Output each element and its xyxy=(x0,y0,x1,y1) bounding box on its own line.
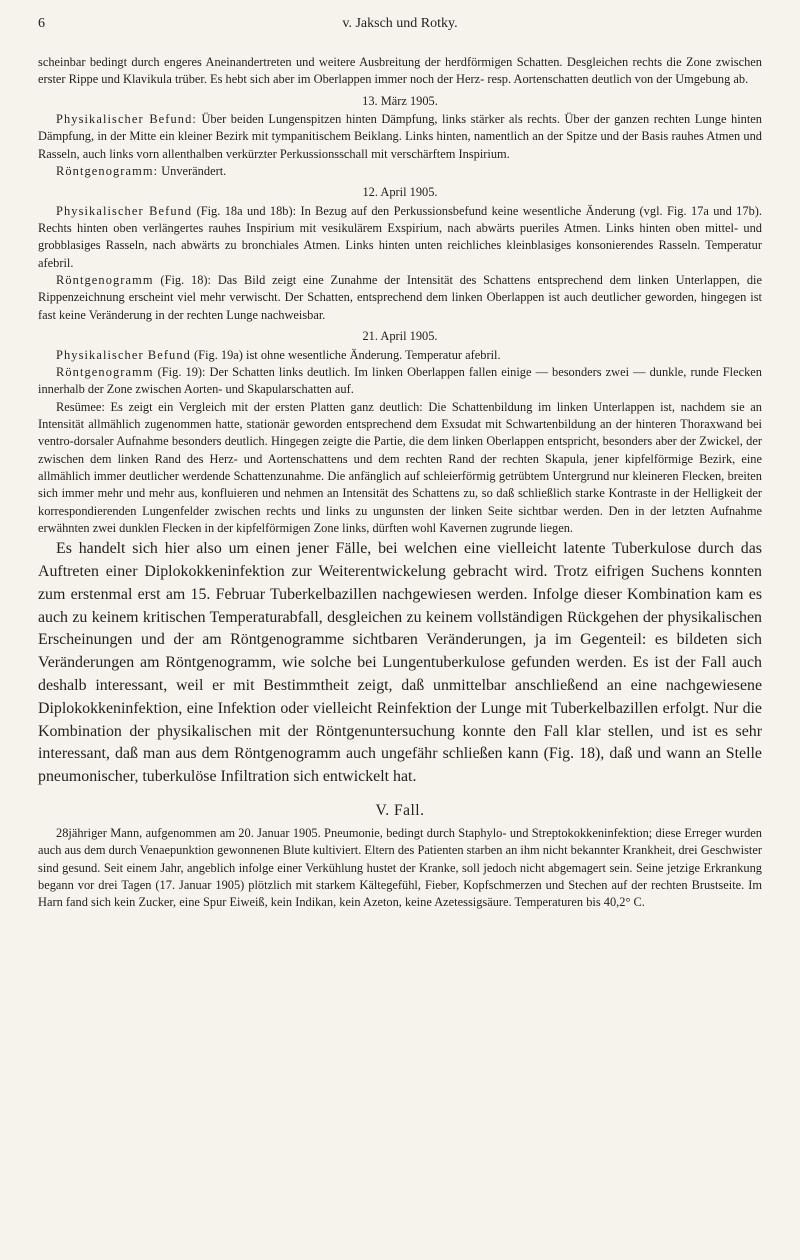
paragraph-label: Röntgenogramm: xyxy=(56,164,159,179)
paragraph-text: (Fig. 19a) ist ohne wesentliche Änderung. Temperatur afebril. xyxy=(190,347,501,362)
entry-date: 21. April 1905. xyxy=(362,329,438,344)
discussion-paragraph: Es handelt sich hier also um einen jener Fälle, bei welchen eine vielleicht latente Tuberkulose durch das Auftreten einer Diplokokkeninfektion zur Weiterentwickelung gebracht wird. Trotz eifrigen Suchens konnten zum erstenmal erst am 15. Februar Tuberkelbazillen nachgewiesen werden. Infolge dieser Kombination kam es auch zu keinem kritischen Temperaturabfall, desgleichen zu keinem vollständigen Rückgehen der physikalischen Erscheinungen und der am Röntgenogramme sichtbaren Veränderungen, ja im Gegenteil: es bildeten sich Veränderungen am Röntgenogramm, wie solche bei Lungentuberkulose gefunden werden. Es ist der Fall auch deshalb interessant, weil er mit Bestimmtheit zeigt, daß unmittelbar anschließend an eine nachgewiesene Diplokokkeninfektion, eine Infektion oder vielleicht Reinfektion der Lunge mit Tuberkelbazillen erfolgt. Nur die Kombination der physikalischen mit der Röntgenuntersuchung konnte den Fall klar stellen, und ist es sehr interessant, daß man aus dem Röntgenogramm auch ungefähr schließen kann (Fig. 18), daß und wann an Stelle pneumonischer, tuberkulöse Infiltration sich entwickelt hat. xyxy=(38,540,762,786)
page-number: 6 xyxy=(38,16,45,31)
paragraph-label: Röntgenogramm xyxy=(56,364,154,379)
chapter-title: V. Fall. xyxy=(375,802,425,820)
entry-21-april xyxy=(38,328,762,537)
paragraph-label: Physikalischer Befund xyxy=(56,347,191,362)
running-head: v. Jaksch und Rotky. xyxy=(342,16,458,31)
discussion-section xyxy=(38,538,762,789)
entry-paragraph xyxy=(38,203,762,272)
paragraph-text: Über beiden Lungenspitzen hinten Dämpfung, links stärker als rechts. Über der ganzen rechten Lunge hinten Dämpfung, in der Mitte ein kleiner Bezirk mit tympanitischem Beiklang. Links hinten, namentlich an der Spitze und der Basis rauhes Atmen und Rasseln, auch links vorn allenthalben verkürzter Perkussionsschall mit verschärftem Inspirium. xyxy=(38,112,762,161)
paragraph-text: (Fig. 19): Der Schatten links deutlich. Im linken Oberlappen fallen einige — besonders zwei — dunkle, runde Flecken innerhalb der Zone zwischen Aorten- und Skapularschatten auf. xyxy=(38,364,762,397)
entry-paragraph xyxy=(38,272,762,324)
paragraph-label: Physikalischer Befund: xyxy=(56,112,197,127)
entry-paragraph xyxy=(38,364,762,399)
entry-paragraph xyxy=(38,111,762,163)
page-header xyxy=(38,16,762,36)
paragraph-label: Physikalischer Befund xyxy=(56,203,193,218)
resuemee-paragraph xyxy=(38,399,762,538)
page-body xyxy=(38,54,762,912)
paragraph-text: Unverändert. xyxy=(158,164,227,179)
entry-paragraph xyxy=(38,347,762,364)
paragraph-label: Röntgenogramm xyxy=(56,273,154,288)
entry-12-april xyxy=(38,184,762,324)
entry-date: 13. März 1905. xyxy=(362,93,438,108)
paragraph-text: (Fig. 18a und 18b): In Bezug auf den Perkussionsbefund keine wesentliche Änderung (vgl. Fig. 17a und 17b). Rechts hinten oben verlängertes rauhes Inspirium mit vesikulärem Exspirium, nach abwärts pueriles Atmen. Links hinten oben mittel- und grobblasiges Rasseln, nach abwärts zu bronchiales Atmen. Links hinten unten reichliches kleinblasiges konsonierendes Rasseln. Temperatur afebril. xyxy=(38,203,762,270)
entry-date: 12. April 1905. xyxy=(362,185,438,200)
entry-13-maerz xyxy=(38,93,762,181)
entry-paragraph xyxy=(38,163,762,180)
chapter-paragraph: 28jähriger Mann, aufgenommen am 20. Januar 1905. Pneumonie, bedingt durch Staphylo- und Streptokokkeninfektion; diese Erreger wurden auch aus dem durch Venaepunktion gewonnenen Blute kultiviert. Eltern des Patienten starben an ihm nicht bekannter Krankheit, drei Geschwister sind gesund. Seit einem Jahr, angeblich infolge einer Verkühlung hustet der Kranke, soll jedoch nicht abgemagert sein. Seine jetzige Erkrankung begann vor drei Tagen (17. Januar 1905) plötzlich mit starkem Kältegefühl, Fieber, Kopfschmerzen und Stechen auf der rechten Brustseite. Im Harn fand sich kein Zucker, eine Spur Eiweiß, kein Indikan, kein Azeton, keine Azetessigsäure. Temperaturen bis 40,2° C. xyxy=(38,826,762,910)
paragraph-text: (Fig. 18): Das Bild zeigt eine Zunahme der Intensität des Schattens entsprechend dem linken Unterlappen, die Rippenzeichnung erscheint viel mehr verwischt. Der Schatten, entsprechend dem linken Oberlappen ist auch deutlicher geworden, hingegen ist fast keine Veränderung in der rechten Lunge nachweisbar. xyxy=(38,273,762,322)
intro-paragraph: scheinbar bedingt durch engeres Aneinandertreten und weitere Ausbreitung der herdförmigen Schatten. Desgleichen rechts die Zone zwischen erster Rippe und Klavikula trüber. Es hebt sich aber im Oberlappen immer noch der Herz- resp. Aortenschatten deutlich von der Umgebung ab. xyxy=(38,55,762,87)
paragraph-text: Resümee: Es zeigt ein Vergleich mit der ersten Platten ganz deutlich: Die Schattenbildung im linken Unterlappen ist, nachdem sie an Intensität allmählich zugenommen hatte, stationär geworden entsprechend dem Exsudat mit Schwartenbildung an der hinteren Thoraxwand bei ventro-dorsaler Aufnahme besonders deutlich. Hingegen zeigte die Partie, die dem linken Oberlappen entspricht, besonders aber der Zwickel, der zwischen dem linken Rand des Herz- und Aortenschattens und dem rechten Rand der rechten Skapula, jener kipfelförmige Bezirk, eine allmählich immer deutlicher werdende Schattenzunahme. Die anfänglich auf schleierförmig getrübtem Untergrund nur kleineren Flecken, breiten sich immer mehr und mehr aus, konfluieren und nehmen an Intensität des Schattens zu, so daß schließlich starke Kontraste in der Helligkeit der korrespondierenden Lungenfelder zwischen rechts und links zu ungunsten der linken Seite sichtbar werden. Den in der letzten Aufnahme erwähnten zwei dunklen Flecken in der kipfelförmigen Zone links, dürften wohl Kavernen zugrunde liegen. xyxy=(38,399,762,535)
